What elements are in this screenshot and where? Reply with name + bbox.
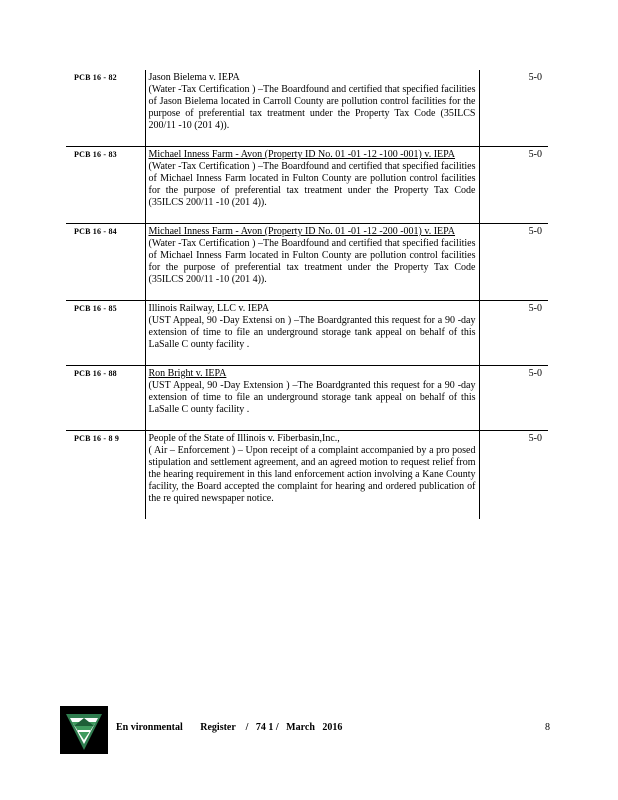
case-title: Michael Inness Farm - Avon (Property ID No. 01 -01 -12 -100 -001) v. IEPA <box>148 149 456 160</box>
case-row <box>66 366 548 431</box>
case-details <box>145 147 479 224</box>
logo-emblem-icon <box>60 706 108 754</box>
case-title: Jason Bielema v. IEPA <box>148 72 240 83</box>
case-title: Ron Bright v. IEPA <box>148 368 227 379</box>
environmental-register-logo <box>60 706 108 754</box>
vote-count: 5-0 <box>479 224 548 301</box>
case-number: PCB 16 - 8 9 <box>66 431 145 520</box>
case-description: (Water -Tax Certification ) –The Boardfound and certified that specified facilities of Michael Inness Farm located in Fulton County are pollution control facilities for the purpose of preferential tax treatment under the Property Tax Code (35ILCS 200/11 -10 (201 4)). <box>148 238 476 285</box>
page-number: 8 <box>545 722 550 733</box>
case-description: (UST Appeal, 90 -Day Extensi on ) –The Boardgranted this request for a 90 -day extension of time to file an underground storage tank appeal on behalf of this LaSalle C ounty facility . <box>148 315 476 350</box>
case-title: Illinois Railway, LLC v. IEPA <box>148 303 270 314</box>
vote-count: 5-0 <box>528 72 542 83</box>
page-footer <box>60 706 550 754</box>
case-number: PCB 16 - 88 <box>66 366 145 431</box>
case-details <box>145 70 479 147</box>
case-row <box>66 301 548 366</box>
vote-count: 5-0 <box>479 147 548 224</box>
vote-count: 5-0 <box>479 301 548 366</box>
case-row <box>66 70 548 147</box>
case-description: ( Air – Enforcement ) – Upon receipt of a complaint accompanied by a pro posed stipulation and settlement agreement, and an agreed motion to request relief from the hearing requirement in this land enforcement action involving a Kane County facility, the Board accepted the complaint for hearing and ordered publication of the re quired newspaper notice. <box>148 445 476 504</box>
case-number: PCB 16 - 85 <box>66 301 145 366</box>
case-description: (Water -Tax Certification ) –The Boardfound and certified that specified facilities of Jason Bielema located in Carroll County are pollution control facilities for the purpose of preferential tax treatment under the Property Tax Code (35ILCS 200/11 -10 (201 4)). <box>148 84 476 131</box>
footer-publication: En vironmental Register / 74 1 / March 2016 <box>116 722 343 733</box>
vote-count: 5-0 <box>479 431 548 520</box>
case-title: Michael Inness Farm - Avon (Property ID No. 01 -01 -12 -200 -001) v. IEPA <box>148 226 456 237</box>
vote-count: 5-0 <box>479 366 548 431</box>
case-number: PCB 16 - 83 <box>66 147 145 224</box>
case-details <box>145 431 479 520</box>
case-description: (Water -Tax Certification ) –The Boardfound and certified that specified facilities of Michael Inness Farm located in Fulton County are pollution control facilities for the purpose of preferential tax treatment under the Property Tax Code (35ILCS 200/11 -10 (201 4)). <box>148 161 476 208</box>
case-table <box>66 70 548 519</box>
case-details <box>145 301 479 366</box>
case-row <box>66 224 548 301</box>
case-details <box>145 366 479 431</box>
case-details <box>145 224 479 301</box>
case-row <box>66 431 548 520</box>
case-description: (UST Appeal, 90 -Day Extension ) –The Boardgranted this request for a 90 -day extension of time to file an underground storage tank appeal on behalf of this LaSalle C ounty facility . <box>148 380 476 415</box>
case-number: PCB 16 - 84 <box>66 224 145 301</box>
case-number: PCB 16 - 82 <box>66 70 145 147</box>
case-row <box>66 147 548 224</box>
case-title: People of the State of Illinois v. Fiberbasin,Inc., <box>148 433 340 444</box>
